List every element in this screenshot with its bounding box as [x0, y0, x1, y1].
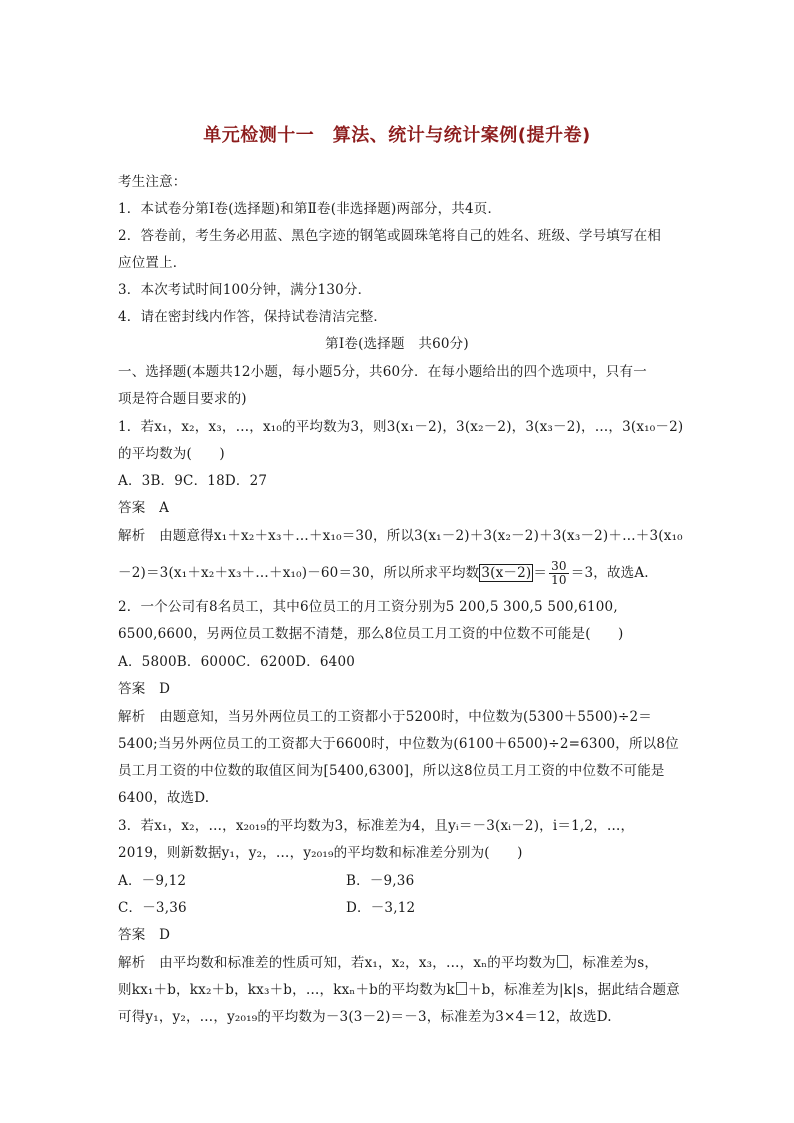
analysis-text: ＝3，故选A.	[570, 565, 649, 581]
question-3-analysis	[118, 953, 658, 973]
analysis-text: －2)＝3(x₁＋x₂＋x₃＋…＋x₁₀)－60＝30，所以所求平均数	[118, 565, 480, 581]
question-2-analysis: 解析 由题意知，当另外两位员工的工资都小于5200时，中位数为(5300＋5500)÷2＝	[118, 709, 653, 725]
question-1-options: A．3B．9C．18D．27	[118, 473, 268, 489]
fraction-denominator: 10	[551, 573, 567, 587]
question-3-answer: 答案 D	[118, 927, 171, 943]
question-2-analysis: 5400;当另外两位员工的工资都大于6600时，中位数为(6100＋6500)÷2=6300，所以8位	[118, 736, 679, 752]
notice-item: 应位置上．	[118, 255, 187, 271]
question-1-answer: 答案 A	[118, 500, 170, 516]
notice-item: 4．请在密封线内作答，保持试卷清洁完整．	[118, 309, 388, 325]
missing-symbol-box	[557, 955, 568, 968]
missing-symbol-box	[456, 982, 467, 995]
analysis-text: ，标准差为s，	[568, 955, 659, 971]
question-3-stem: 2019，则新数据y₁，y₂，…，y₂₀₁₉的平均数和标准差分别为( )	[118, 845, 523, 861]
question-2-analysis: 员工月工资的中位数的取值区间为[5400,6300]，所以这8位员工月工资的中位数不可能是	[118, 763, 665, 779]
question-3-option-c: C．－3,36	[118, 900, 187, 916]
page-title: 单元检测十一 算法、统计与统计案例(提升卷)	[203, 125, 591, 146]
analysis-text: ＋b，标准差为|k|s，据此结合题意	[467, 982, 680, 998]
notice-heading: 考生注意：	[118, 174, 187, 190]
fraction	[549, 560, 569, 587]
notice-item: 3．本次考试时间100分钟，满分130分．	[118, 282, 372, 298]
analysis-text: 解析 由平均数和标准差的性质可知，若x₁，x₂，x₃，…，xₙ的平均数为	[118, 955, 556, 971]
question-2-options: A．5800B．6000C．6200D．6400	[118, 654, 356, 670]
question-3-stem: 3．若x₁，x₂，…，x₂₀₁₉的平均数为3，标准差为4，且yᵢ＝－3(xᵢ－2)，i＝1,2，…，	[118, 818, 635, 834]
section-intro: 项是符合题目要求的)	[118, 391, 247, 407]
notice-item: 1．本试卷分第Ⅰ卷(选择题)和第Ⅱ卷(非选择题)两部分，共4页．	[118, 201, 502, 217]
question-3-option-a: A．－9,12	[118, 873, 187, 889]
question-1-stem: 1．若x₁，x₂，x₃，…，x₁₀的平均数为3，则3(x₁－2)，3(x₂－2)，3(x₃－2)，…，3(x₁₀－2)	[118, 419, 684, 435]
question-2-answer: 答案 D	[118, 681, 171, 697]
question-3-analysis: 可得y₁，y₂，…，y₂₀₁₉的平均数为－3(3－2)＝－3，标准差为3×4＝12，故选D.	[118, 1009, 612, 1025]
section-intro: 一、选择题(本题共12小题，每小题5分，共60分．在每小题给出的四个选项中，只有一	[118, 364, 647, 380]
question-3-analysis	[118, 980, 680, 1000]
boxed-expression: 3(x－2)	[481, 565, 532, 581]
question-3-option-d: D．－3,12	[346, 900, 416, 916]
fraction-numerator: 30	[551, 559, 567, 573]
question-2-stem: 2．一个公司有8名员工，其中6位员工的月工资分别为5 200,5 300,5 500,6100,	[118, 599, 618, 615]
question-1-stem: 的平均数为( )	[118, 446, 225, 462]
question-1-analysis: －2)＝3(x₁＋x₂＋x₃＋…＋x₁₀)－60＝30，所以所求平均数 3(x－2) ＝ $\frac{30}{10}$ ＝3，故选A.	[118, 559, 649, 587]
question-1-analysis: 解析 由题意得x₁＋x₂＋x₃＋…＋x₁₀＝30，所以3(x₁－2)＋3(x₂－2)＋3(x₃－2)＋…＋3(x₁₀	[118, 528, 683, 544]
question-3-option-b: B．－9,36	[346, 873, 415, 889]
question-2-stem: 6500,6600，另两位员工数据不清楚，那么8位员工月工资的中位数不可能是( )	[118, 626, 624, 642]
analysis-text: 则kx₁＋b，kx₂＋b，kx₃＋b，…，kxₙ＋b的平均数为k	[118, 982, 455, 998]
notice-item: 2．答卷前，考生务必用蓝、黑色字迹的钢笔或圆珠笔将自己的姓名、班级、学号填写在相	[118, 228, 662, 244]
question-2-analysis: 6400，故选D.	[118, 790, 210, 806]
section-heading: 第Ⅰ卷(选择题 共60分)	[325, 336, 469, 352]
